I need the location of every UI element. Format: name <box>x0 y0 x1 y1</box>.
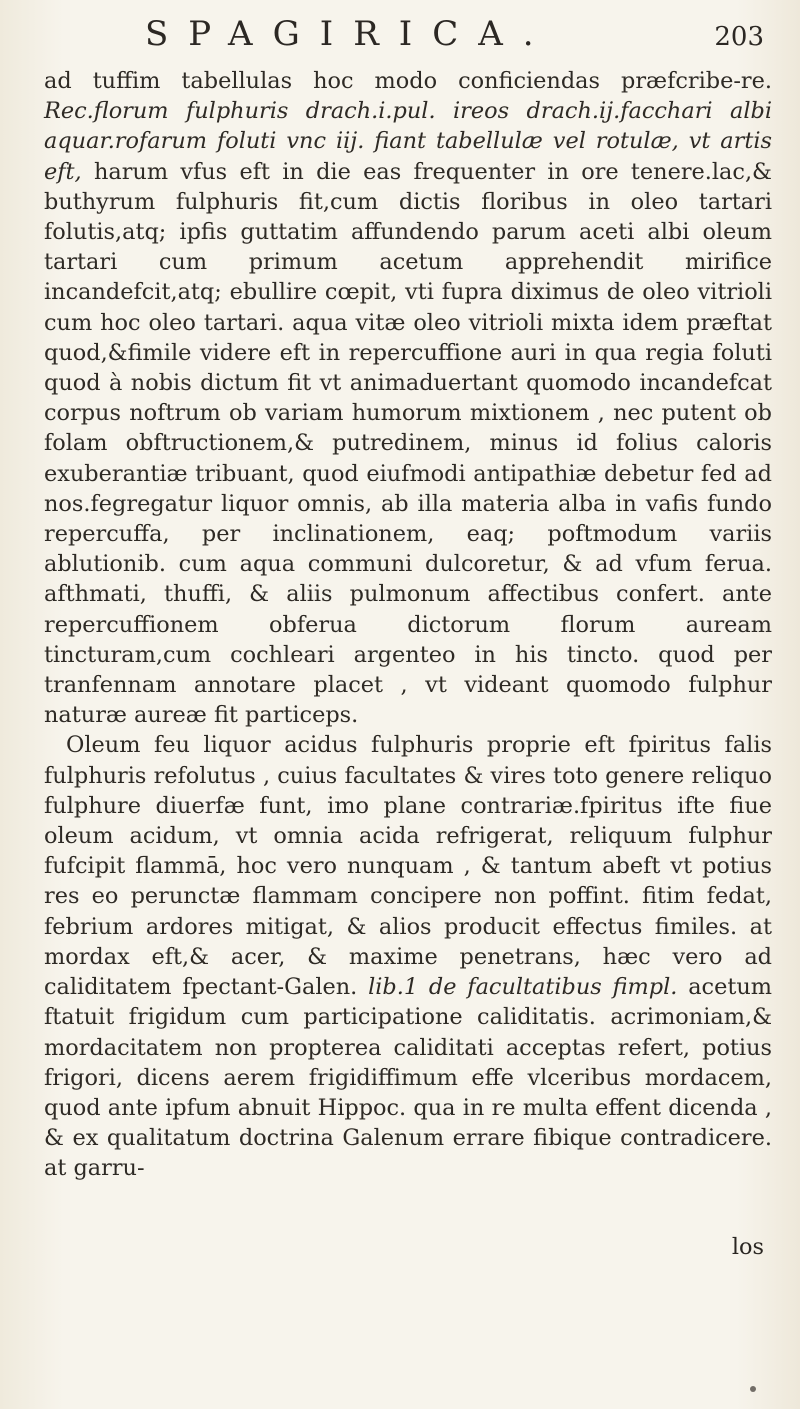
ink-stain <box>750 1386 756 1392</box>
catchword: los <box>731 1234 764 1260</box>
paragraph <box>44 66 772 730</box>
page-number: 203 <box>714 22 764 52</box>
page-header <box>50 14 764 58</box>
text-run: acetum ftatuit frigidum cum participatione caliditatis. acrimoniam,& mordacitatem non propterea caliditati acceptas refert, potius frigori, dicens aerem frigidiffimum effe vlceribus mordacem, quod ante ipfum abnuit Hippoc. qua in re multa effent dicenda , & ex qualitatum doctrina Galenum errare fibique contradicere. at garru- <box>44 974 772 1182</box>
catchword-line <box>44 1232 772 1262</box>
text-run: Oleum feu liquor acidus fulphuris proprie eft fpiritus falis fulphuris refolutus , cuius facultates & vires toto genere reliquo fulphure diuerfæ funt, imo plane contrariæ.fpiritus ifte fiue oleum acidum, vt omnia acida refrigerat, reliquum fulphur fufcipit flammā, hoc vero nunquam , & tantum abeft vt potius res eo perunctæ flammam concipere non poffint. fitim fedat, febrium ardores mitigat, & alios producit effectus fimiles. at mordax eft,& acer, & maxime penetrans, hæc vero ad caliditatem fpectant-Galen. <box>44 732 772 1001</box>
text-run: ad tuffim tabellulas hoc modo conficiendas præfcribe-re. <box>44 68 772 94</box>
text-run: harum vfus eft in die eas frequenter in ore tenere.lac,& buthyrum fulphuris fit,cum dictis floribus in oleo tartari folutis,atq; ipfis guttatim affundendo parum aceti albi oleum tartari cum primum acetum apprehendit mirifice incandefcit,atq; ebullire cœpit, vti fupra diximus de oleo vitrioli cum hoc oleo tartari. aqua vitæ oleo vitrioli mixta idem præftat quod,&fimile videre eft in repercuffione auri in qua regia foluti quod à nobis dictum fit vt animaduertant quomodo incandefcat corpus noftrum ob variam humorum mixtionem , nec putent ob folam obftructionem,& putredinem, minus id folius caloris exuberantiæ tribuant, quod eiufmodi antipathiæ debetur fed ad nos.fegregatur liquor omnis, ab illa materia alba in vafis fundo repercuffa, per inclinationem, eaq; poftmodum variis ablutionib. cum aqua communi dulcoretur, & ad vfum ferua. afthmati, thuffi, & aliis pulmonum affectibus confert. ante repercuffionem obferua dictorum florum auream tincturam,cum cochleari argenteo in his tincto. quod per tranfennam annotare placet , vt videant quomodo fulphur naturæ aureæ fit particeps. <box>44 158 772 729</box>
running-title: SPAGIRICA. <box>145 14 554 54</box>
body-text <box>44 66 772 1184</box>
paragraph <box>44 730 772 1183</box>
italic-text: lib.1 de facultatibus fimpl. <box>368 974 678 1001</box>
italic-text: Rec.florum fulphuris drach.i.pul. ireos drach.ij.facchari albi aquar.rofarum foluti vnc iij. fiant tabellulæ vel rotulæ, vt artis eft, <box>44 98 772 185</box>
